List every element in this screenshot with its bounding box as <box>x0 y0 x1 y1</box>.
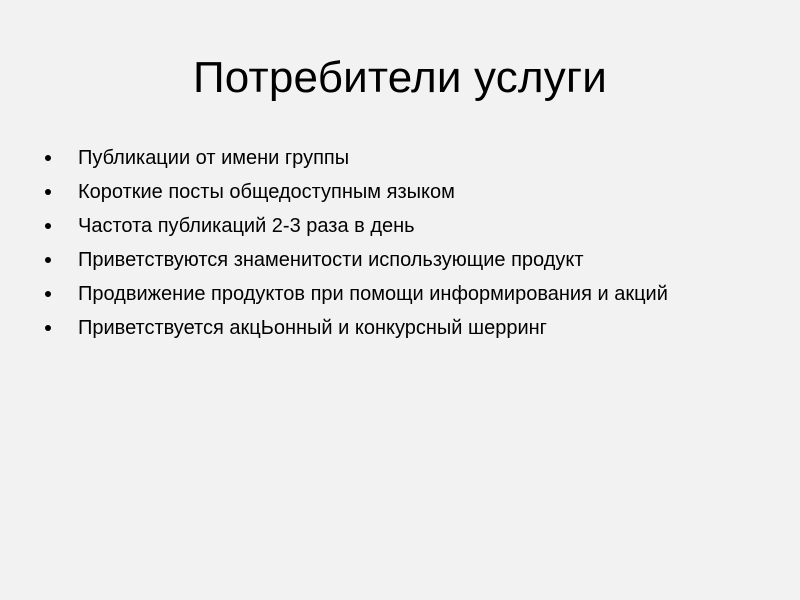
bullet-text: Приветствуются знаменитости использующие продукт <box>78 249 584 271</box>
bullet-text: Короткие посты общедоступным языком <box>78 181 455 203</box>
bullet-icon <box>45 291 51 297</box>
bullet-item-celebrities <box>42 248 742 272</box>
bullet-text: Публикации от имени группы <box>78 147 350 169</box>
bullet-icon <box>45 189 51 195</box>
bullet-icon <box>45 223 51 229</box>
slide-title: Потребители услуги <box>192 53 608 102</box>
bullet-text: Приветствуется акцЬонный и конкурсный шерринг <box>78 317 547 339</box>
bullet-text: Частота публикаций 2-3 раза в день <box>78 215 415 237</box>
bullet-item-sharing <box>42 316 742 340</box>
bullet-icon <box>45 325 51 331</box>
bullet-item-promotion <box>42 282 742 306</box>
bullet-item-publications <box>42 146 742 170</box>
bullet-item-short-posts <box>42 180 742 204</box>
bullet-text: Продвижение продуктов при помощи информирования и акций <box>78 283 668 305</box>
bullet-icon <box>45 155 51 161</box>
bullet-icon <box>45 257 51 263</box>
bullet-item-frequency <box>42 214 742 238</box>
bullet-list <box>42 146 742 350</box>
